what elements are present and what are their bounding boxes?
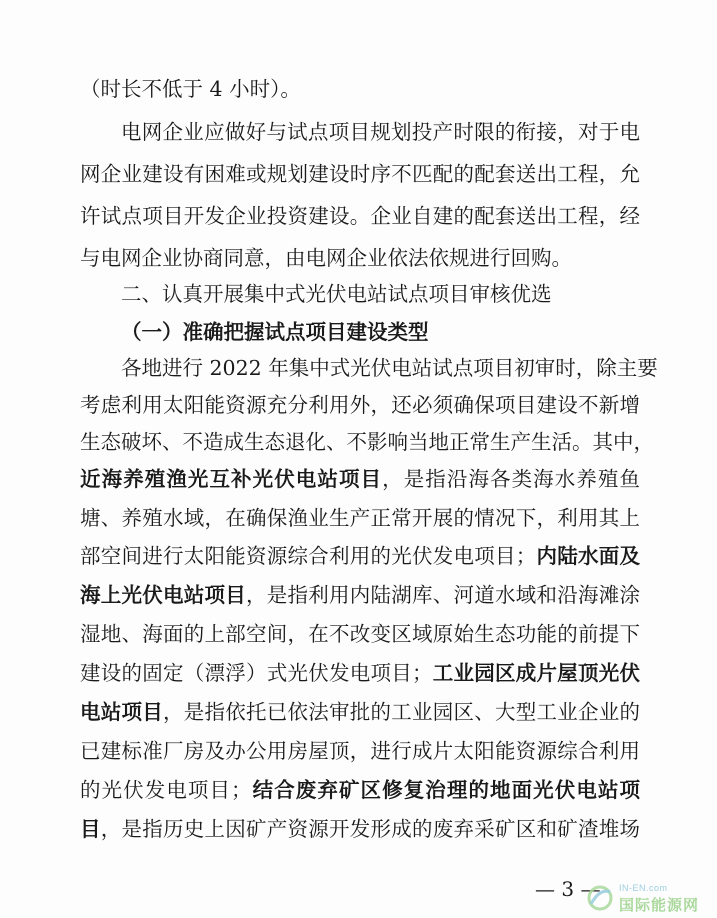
paragraph-line: 与电网企业协商同意，由电网企业依法依规进行回购。 [80,246,572,270]
paragraph-line: 已建标准厂房及办公用房屋顶，进行成片太阳能资源综合利用 [80,739,640,763]
paragraph-line: 许试点项目开发企业投资建设。企业自建的配套送出工程，经 [80,204,640,228]
paragraph-line: 建设的固定（漂浮）式光伏发电项目；工业园区成片屋顶光伏 [80,661,640,685]
bold-term: 近海养殖渔光互补光伏电站项目 [80,467,383,491]
paragraph-line: 的光伏发电项目；结合废弃矿区修复治理的地面光伏电站项 [80,778,641,802]
energy-logo-icon [585,884,615,912]
paragraph-line: 电网企业应做好与试点项目规划投产时限的衔接，对于电 [121,120,640,144]
paragraph-line: 电站项目，是指依托已依法审批的工业园区、大型工业企业的 [80,700,640,724]
watermark-domain: IN-EN.com [619,883,668,893]
paragraph-line: 塘、养殖水域，在确保渔业生产正常开展的情况下，利用其上 [80,506,640,530]
bold-term: 结合废弃矿区修复治理的地面光伏电站项 [251,778,641,802]
paragraph-line: 部空间进行太阳能资源综合利用的光伏发电项目；内陆水面及 [80,544,640,568]
subsection-heading: （一）准确把握试点项目建设类型 [121,320,429,344]
bold-term: 目 [80,817,101,841]
bold-term: 工业园区成片屋顶光伏 [432,661,640,685]
watermark-name: 国际能源网 [619,896,700,914]
paragraph-line: 湿地、海面的上部空间，在不改变区域原始生态功能的前提下 [80,622,640,646]
paragraph-line: 各地进行 2022 年集中式光伏电站试点项目初审时，除主要 [121,356,658,380]
bold-term: 内陆水面及 [536,544,640,568]
paragraph-line: 目，是指历史上因矿产资源开发形成的废弃采矿区和矿渣堆场 [80,817,640,841]
paragraph-line: 网企业建设有困难或规划建设时序不匹配的配套送出工程，允 [80,162,640,186]
paragraph-line: 海上光伏电站项目，是指利用内陆湖库、河道水域和沿海滩涂 [80,583,640,607]
paragraph-line: 考虑利用太阳能资源充分利用外，还必须确保项目建设不新增 [80,393,640,417]
page-number: — 3 — [535,877,601,901]
bold-term: 海上光伏电站项目 [80,583,246,607]
site-watermark [579,882,709,914]
bold-term: 电站项目 [80,700,163,724]
paragraph-line: 生态破坏、不造成生态退化、不影响当地正常生产生活。其中， [80,430,654,454]
paragraph-line: 近海养殖渔光互补光伏电站项目，是指沿海各类海水养殖鱼 [80,467,641,491]
paragraph-line: （时长不低于 4 小时）。 [80,77,301,101]
section-heading: 二、认真开展集中式光伏电站试点项目审核优选 [121,282,552,306]
